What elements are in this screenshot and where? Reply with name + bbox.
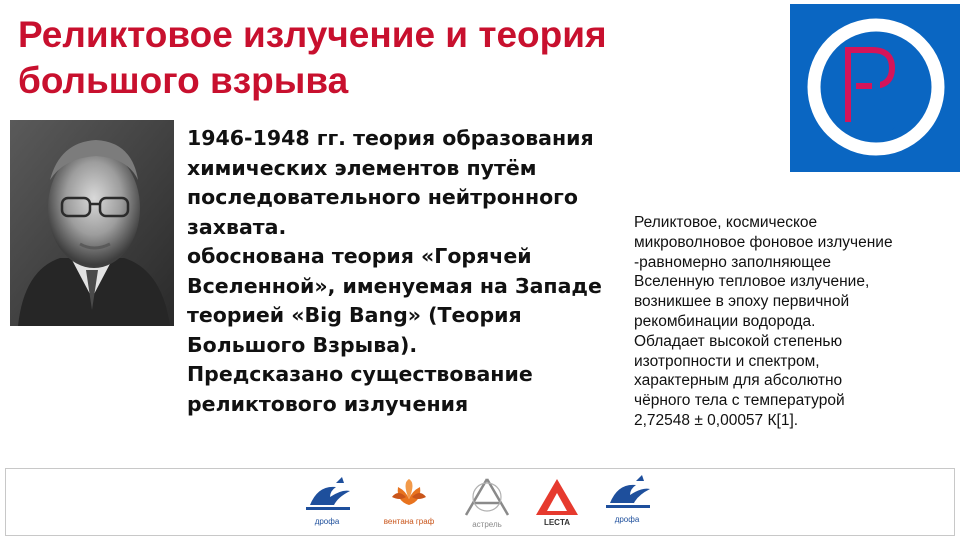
ventana-label: вентана граф xyxy=(383,517,435,526)
drofa-label: дрофа xyxy=(314,517,340,526)
portrait-image xyxy=(10,120,174,326)
side-text-line: микроволновое фоновое излучение xyxy=(634,233,893,251)
main-text-line: теорией «Big Bang» (Теория xyxy=(187,303,522,327)
main-text-line: захвата. xyxy=(187,214,287,239)
ru-logo-icon xyxy=(790,4,960,172)
ventana-flower-icon xyxy=(378,475,440,515)
main-text-line: обоснована теория «Горячей xyxy=(187,244,532,268)
publisher-logo-ventana[interactable] xyxy=(378,475,440,531)
publisher-logo-lecta[interactable] xyxy=(530,475,584,531)
publisher-logo-astrel[interactable] xyxy=(456,475,518,531)
main-text-line: Предсказано существование xyxy=(187,362,533,386)
main-text-line: Большого Взрыва). xyxy=(187,332,418,357)
drofa-bird-icon xyxy=(296,475,358,515)
side-text-line: возникшее в эпоху первичной xyxy=(634,293,850,311)
side-text-line: характерным для абсолютно xyxy=(634,372,843,390)
side-text-line: изотропности и спектром, xyxy=(634,352,820,370)
main-text-line: Вселенной», именуемая на Западе xyxy=(187,273,602,298)
side-text-line: Обладает высокой степенью xyxy=(634,332,843,350)
publisher-footer xyxy=(5,468,955,536)
ru-logo xyxy=(790,4,960,172)
astrel-a-icon xyxy=(456,475,518,519)
drofa-bird-icon xyxy=(596,475,658,515)
side-text-line: Реликтовое, космическое xyxy=(634,214,818,231)
side-text xyxy=(634,213,954,431)
slide-title-line-2: большого взрыва xyxy=(18,60,349,101)
side-text-line: -равномерно заполняющее xyxy=(634,253,832,271)
main-text-line: химических элементов путём xyxy=(187,155,537,180)
publisher-logo-drofa[interactable] xyxy=(296,475,358,531)
side-text-line: рекомбинации водорода. xyxy=(634,312,816,330)
main-text-line: реликтового излучения xyxy=(187,391,469,416)
main-text-line: 1946-1948 гг. теория образования xyxy=(187,126,594,150)
astrel-label: астрель xyxy=(472,520,502,529)
main-text xyxy=(187,124,627,419)
main-text-line: последовательного нейтронного xyxy=(187,185,578,209)
side-text-line: чёрного тела с температурой xyxy=(634,392,845,410)
portrait-photo xyxy=(10,120,174,326)
lecta-label: LECTA xyxy=(543,518,571,527)
slide-title-line-1: Реликтовое излучение и теория xyxy=(18,14,607,55)
side-text-line: Вселенную тепловое излучение, xyxy=(634,273,870,291)
lecta-triangle-icon xyxy=(530,475,584,517)
side-text-line: 2,72548 ± 0,00057 К[1]. xyxy=(634,411,799,429)
slide-title xyxy=(18,12,778,104)
drofa-label: дрофа xyxy=(614,515,640,524)
publisher-logo-drofa-2[interactable] xyxy=(596,475,658,531)
